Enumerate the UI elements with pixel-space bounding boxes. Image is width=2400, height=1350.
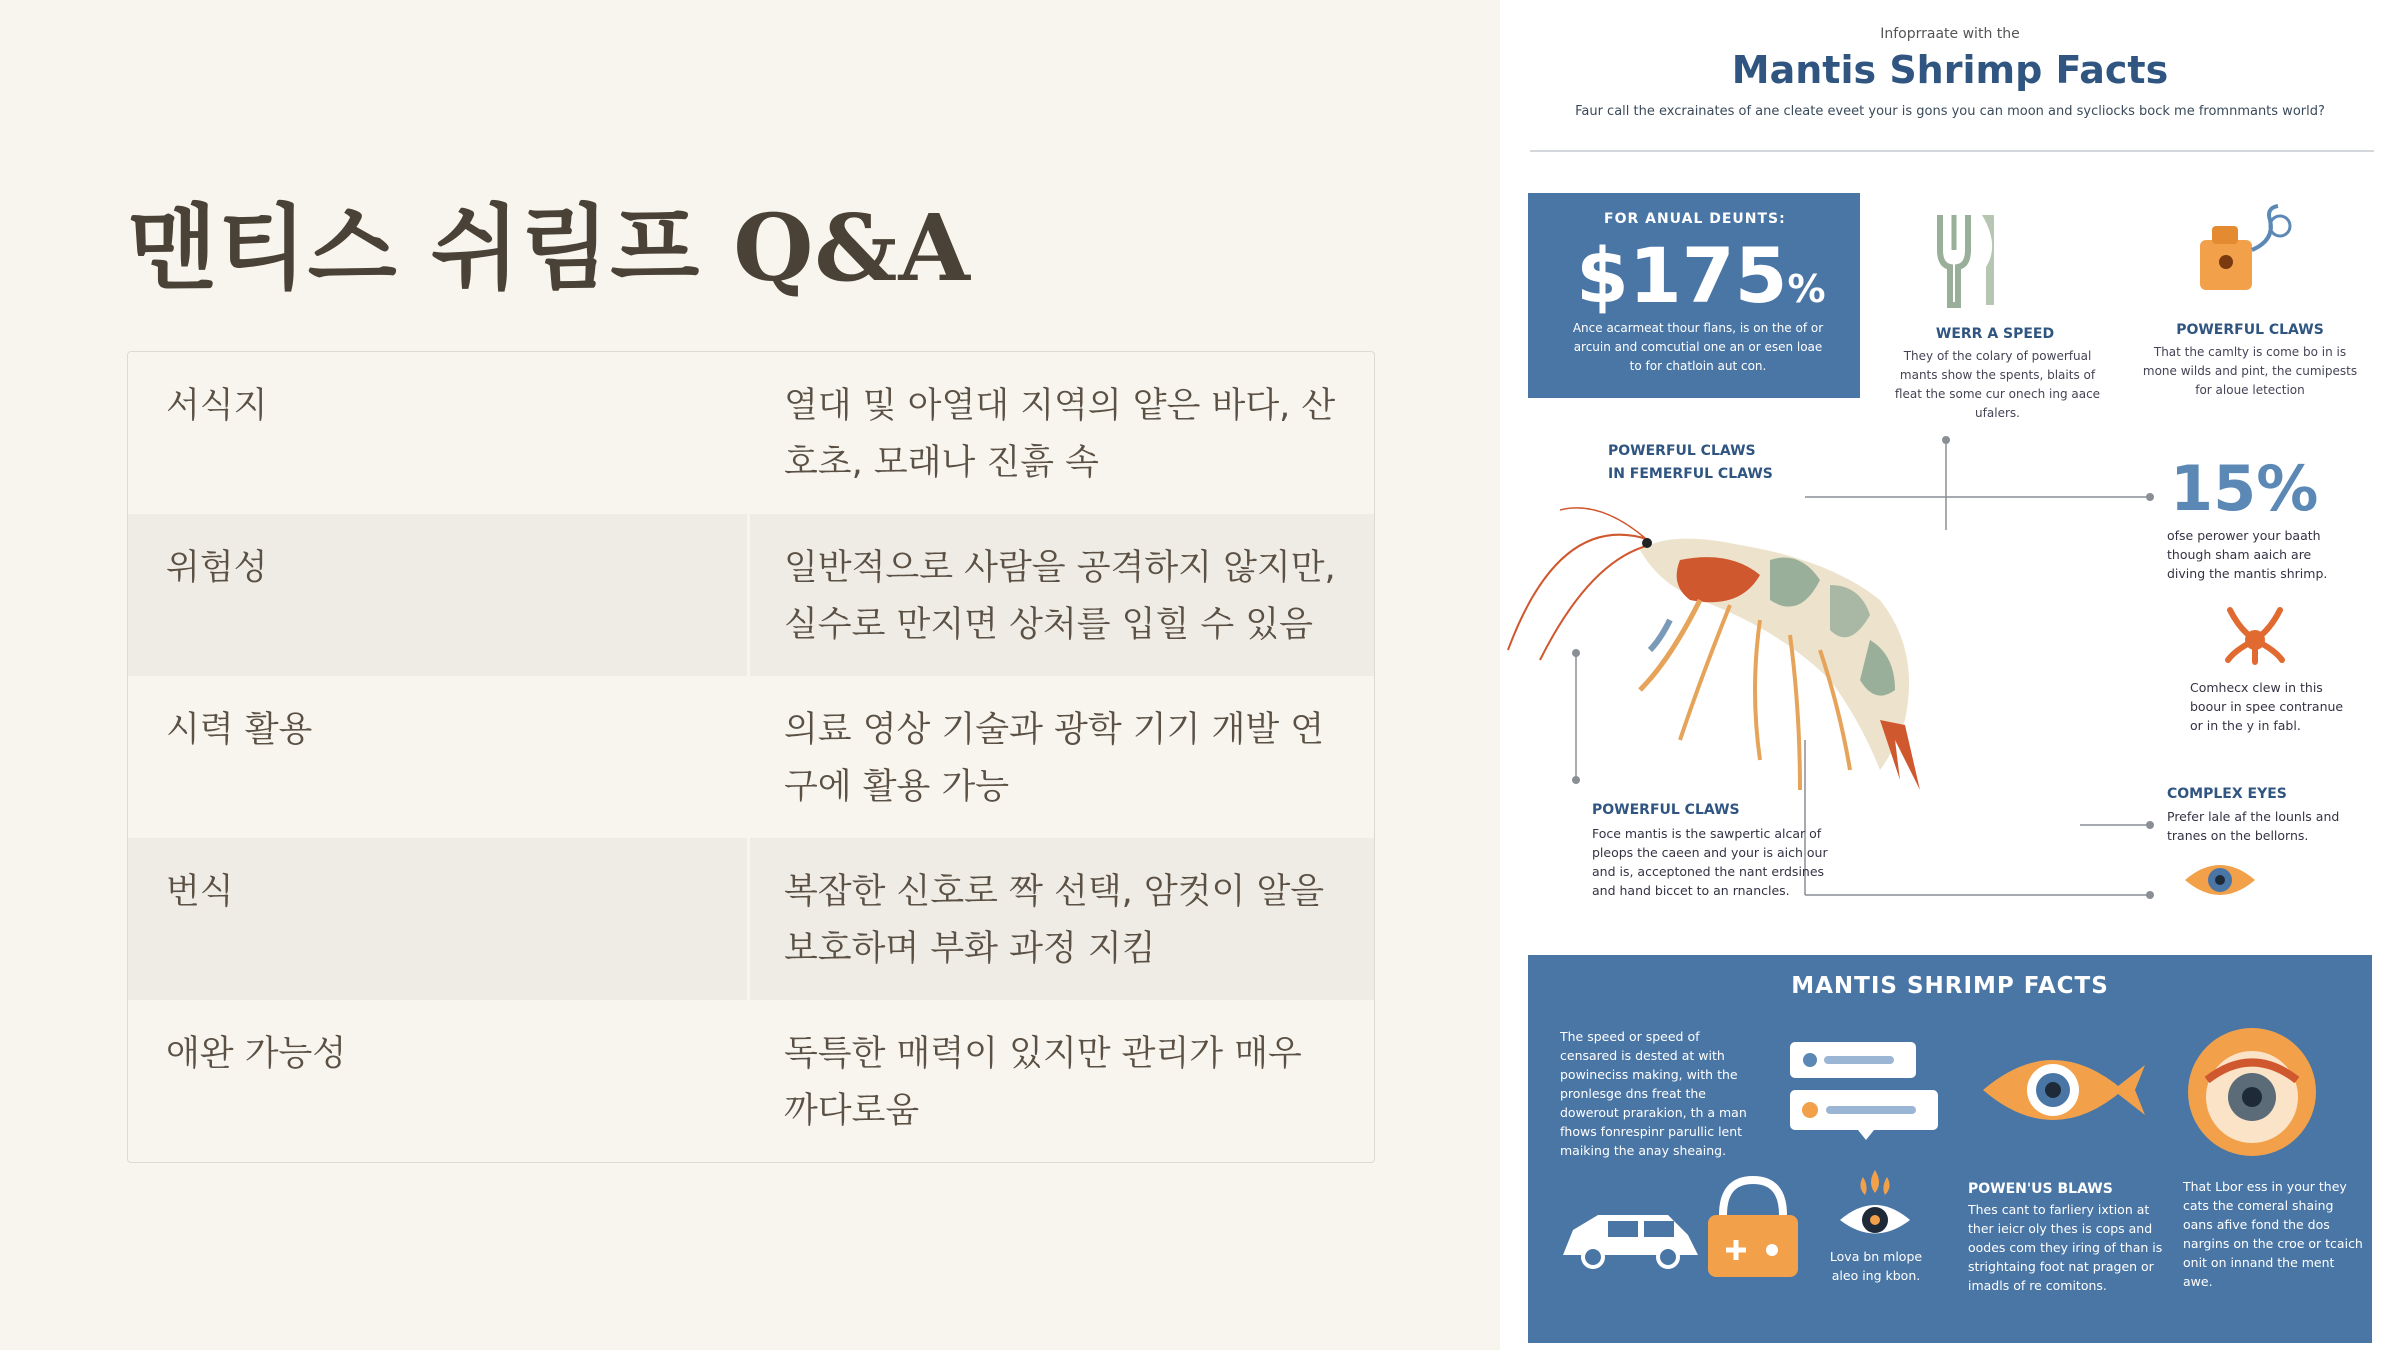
facts-panel — [1528, 955, 2372, 1343]
infographic-subtitle: Faur call the excrainates of ane cleate eveet your is gons you can moon and sycliocks bock me fromnmants world? — [1575, 104, 2325, 119]
eyes-heading: COMPLEX EYES — [2167, 786, 2287, 802]
eyes-text: Prefer lale af the lounls and tranes on the bellorns. — [2167, 809, 2340, 843]
table-row — [128, 1000, 1374, 1162]
claws-left-label: POWERFUL CLAWS IN FEMERFUL CLAWS — [1608, 443, 1773, 482]
claws-bottom-heading: POWERFUL CLAWS — [1592, 802, 1740, 818]
eye-icon — [2180, 855, 2260, 905]
infographic-pretitle: Infoprraate with the — [1880, 26, 2020, 42]
stat-value: $175% — [1576, 231, 1826, 320]
crab-icon — [2220, 600, 2290, 670]
big-eye-icon — [2185, 1025, 2320, 1160]
flame-eye-icon — [1835, 1165, 1915, 1245]
claws-top-heading: POWERFUL CLAWS — [2176, 322, 2324, 338]
panel-heading-2: POWEN'US BLAWS — [1968, 1181, 2113, 1197]
question-cell: 시력 활용 — [166, 710, 313, 750]
answer-cell: 일반적으로 사람을 공격하지 않지만, 실수로 만지면 상처를 입힐 수 있음 — [784, 548, 1336, 645]
panel-text-2: Thes cant to farliery ixtion at ther ieicr oly thes is cops and oodes com they iring of than is strightaing foot nat pragen or imadls of re comitons. — [1968, 1202, 2163, 1293]
table-row — [128, 352, 1374, 514]
answer-cell: 의료 영상 기술과 광학 기기 개발 연구에 활용 가능 — [784, 710, 1325, 807]
question-cell: 위험성 — [128, 514, 750, 676]
answer-cell: 독특한 매력이 있지만 관리가 매우 까다로움 — [784, 1034, 1302, 1131]
answer-cell: 복잡한 신호로 짝 선택, 암컷이 알을 보호하며 부화 과정 지킴 — [784, 872, 1325, 969]
stat-text: Ance acarmeat thour flans, is on the of or arcuin and comcutial one an or esen loae to for chatloin aut con. — [1572, 321, 1824, 373]
percent-value: 15% — [2170, 452, 2319, 525]
panel-title: MANTIS SHRIMP FACTS — [1791, 973, 2109, 999]
qa-table — [127, 351, 1375, 1163]
table-row — [128, 838, 1374, 1000]
infographic-image — [1500, 0, 2400, 1350]
slide-title: 맨티스 쉬림프 Q&A — [128, 194, 971, 302]
shrimp-illustration — [1500, 490, 2140, 820]
question-cell: 번식 — [128, 838, 750, 1000]
claws-bottom-text: Foce mantis is the sawpertic alcar of pleops the caeen and your is aich our and is, acceptoned the nant erdsines and hand biccet to an rnancles. — [1592, 826, 1828, 898]
table-row — [128, 514, 1374, 676]
panel-eye-caption: Lova bn mlope aleo ing kbon. — [1829, 1249, 1923, 1283]
claws-top-text: That the camlty is come bo in is mone wilds and pint, the cumipests for aloue letection — [2142, 345, 2358, 397]
chat-bubbles-icon — [1788, 1040, 1943, 1150]
car-and-bag-icon — [1558, 1175, 1858, 1285]
stat-label: FOR ANUAL DEUNTS: — [1604, 211, 1786, 227]
speed-text: They of the colary of powerfual mants show the spents, blaits of fleat the some cur onech ing aace ufalers. — [1894, 349, 2101, 420]
question-cell: 서식지 — [166, 386, 268, 426]
question-cell: 애완 가능성 — [166, 1034, 347, 1074]
panel-text-1: The speed or speed of censared is dested at with powineciss making, with the pronlesge dns freat the dowerout prarakion, th a man fhows fonrespinr parullic lent maiking the anay sheaing. — [1560, 1029, 1747, 1158]
speed-heading: WERR A SPEED — [1935, 326, 2055, 342]
eye-fish-icon — [1973, 1035, 2148, 1145]
infographic-title: Mantis Shrimp Facts — [1731, 48, 2169, 92]
table-row — [128, 676, 1374, 838]
panel-text-3: That Lbor ess in your they cats the comeral shaing oans afive fond the dos nargins on the croe or tcaich onit on innand the ment awe. — [2183, 1179, 2363, 1289]
crab-text: Comhecx clew in this boour in spee contranue or in the y in fabl. — [2190, 680, 2344, 733]
percent-text: ofse perower your baath though sham aaich are diving the mantis shrimp. — [2167, 528, 2328, 581]
answer-cell: 열대 및 아열대 지역의 얕은 바다, 산호초, 모래나 진흙 속 — [784, 386, 1336, 483]
